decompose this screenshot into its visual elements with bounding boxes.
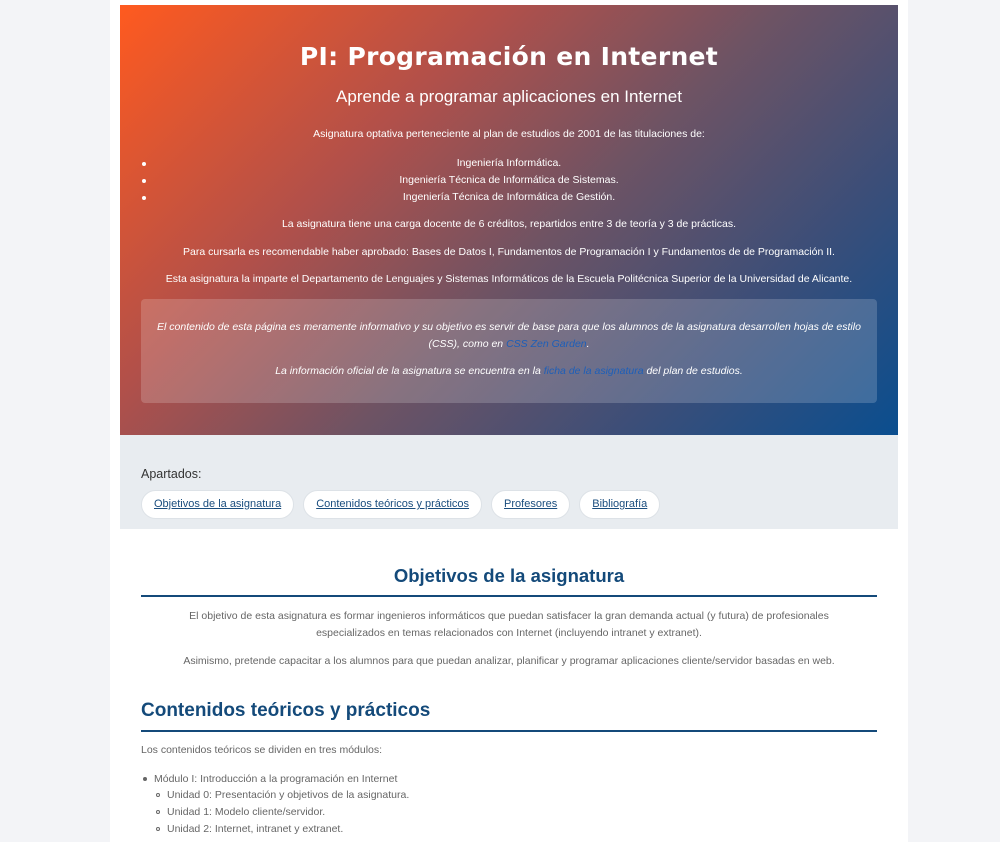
- degree-item: Ingeniería Técnica de Informática de Gestión.: [120, 189, 898, 206]
- degree-item: Ingeniería Técnica de Informática de Sistemas.: [120, 172, 898, 189]
- section-nav: [120, 435, 898, 529]
- intro-text: Asignatura optativa perteneciente al plan de estudios de 2001 de las titulaciones de:: [313, 128, 705, 140]
- module-name: Módulo I: Introducción a la programación en Internet: [154, 773, 398, 785]
- unit-item: Unidad 1: Modelo cliente/servidor.: [154, 804, 877, 821]
- notice-text-2: La información oficial de la asignatura se encuentra en la: [275, 365, 541, 377]
- modules-list: [141, 771, 877, 838]
- objetivos-paragraph-2: Asimismo, pretende capacitar a los alumnos para que puedan analizar, planificar y programar aplicaciones cliente/servidor basadas en web.: [183, 655, 835, 667]
- nav-link-bibliografia[interactable]: Bibliografía: [579, 490, 660, 519]
- css-zen-garden-link[interactable]: CSS Zen Garden: [506, 338, 587, 350]
- units-list: [154, 787, 877, 838]
- unit-item: Unidad 0: Presentación y objetivos de la asignatura.: [154, 787, 877, 804]
- credits-text: La asignatura tiene una carga docente de 6 créditos, repartidos entre 3 de teoría y 3 de prácticas.: [281, 218, 737, 230]
- nav-links: [141, 490, 660, 519]
- prereq-text: Para cursarla es recomendable haber aprobado: Bases de Datos I, Fundamentos de Programación I y Fundamentos de de Programación II.: [183, 246, 835, 258]
- notice-text-1: El contenido de esta página es meramente informativo y su objetivo es servir de base para que los alumnos de la asignatura desarrollen hojas de estilo (CSS), como en: [157, 321, 861, 350]
- notice-box: [141, 299, 877, 403]
- hero-banner: [120, 5, 898, 435]
- degrees-list: [120, 155, 898, 206]
- notice-line-1: [149, 319, 869, 353]
- degree-item: Ingeniería Informática.: [120, 155, 898, 172]
- notice-text-2-end: del plan de estudios.: [646, 365, 743, 377]
- ficha-asignatura-link[interactable]: ficha de la asignatura: [543, 365, 644, 377]
- nav-label: Apartados:: [141, 467, 202, 481]
- notice-text-1-end: .: [586, 338, 590, 350]
- section-title-contenidos: Contenidos teóricos y prácticos: [141, 700, 877, 732]
- nav-link-objetivos[interactable]: Objetivos de la asignatura: [141, 490, 294, 519]
- page-subtitle: Aprende a programar aplicaciones en Internet: [336, 87, 682, 106]
- department-text: Esta asignatura la imparte el Departamento de Lenguajes y Sistemas Informáticos de la Escuela Politécnica Superior de la Universidad de Alicante.: [165, 273, 853, 285]
- nav-link-profesores[interactable]: Profesores: [491, 490, 570, 519]
- module-item: [141, 771, 877, 838]
- page-title: PI: Programación en Internet: [299, 42, 719, 71]
- objetivos-paragraph-1: El objetivo de esta asignatura es formar ingenieros informáticos que puedan satisfacer la gran demanda actual (y futura) de profesionales especializados en temas relacionados con Internet (incluyendo intranet y extranet).: [189, 610, 829, 639]
- notice-line-2: [149, 363, 869, 380]
- unit-item: Unidad 2: Internet, intranet y extranet.: [154, 821, 877, 838]
- section-title-objetivos: Objetivos de la asignatura: [141, 565, 877, 597]
- contenidos-intro: Los contenidos teóricos se dividen en tres módulos:: [141, 744, 383, 756]
- nav-link-contenidos[interactable]: Contenidos teóricos y prácticos: [303, 490, 482, 519]
